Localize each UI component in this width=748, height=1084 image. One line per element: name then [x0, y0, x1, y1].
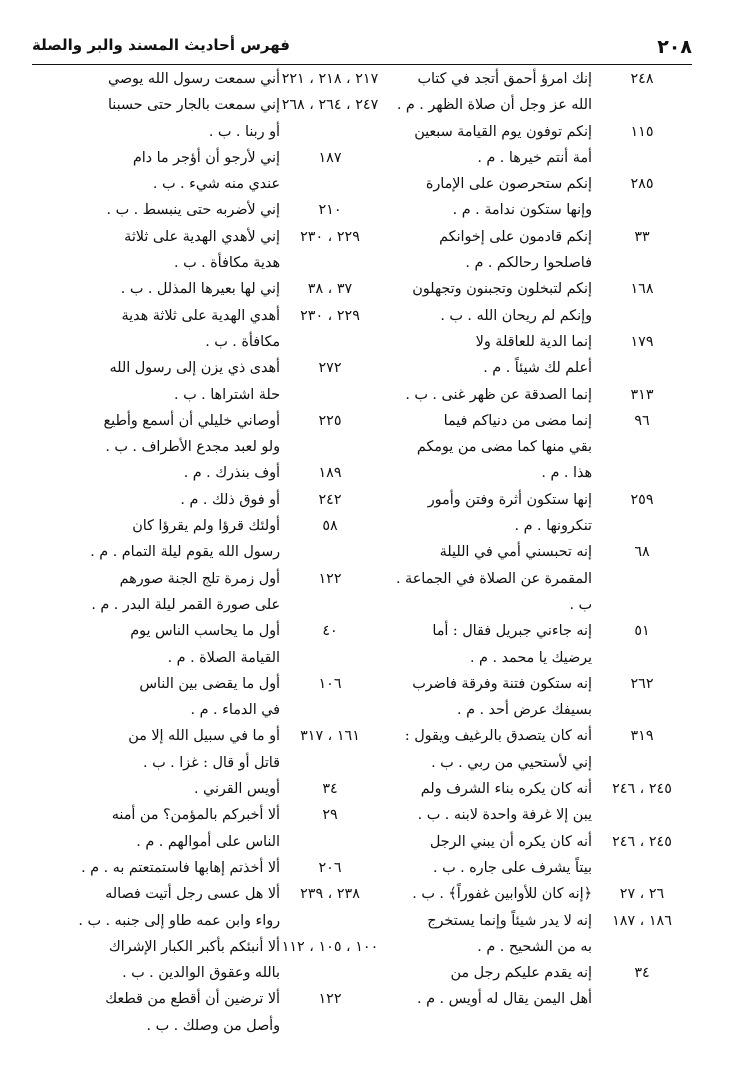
hadith-text-line: فاصلحوا رحالكم . م .: [465, 255, 592, 272]
hadith-text: [360, 382, 592, 408]
hadith-text-line: إني لأهدي الهدية على ثلاثة: [124, 228, 280, 245]
hadith-text-line: إنما مضى من دنياكم فيما: [443, 412, 592, 429]
hadith-text-line: إني لأرجو أن أؤجر ما دام: [132, 149, 280, 166]
hadith-text: [360, 908, 592, 961]
hadith-number: ٢٣٨ ، ٢٣٩: [300, 886, 360, 903]
hadith-text-line: إني سمعت بالجار حتى حسبنا: [107, 97, 280, 114]
hadith-number: ٢٤٨: [630, 71, 654, 87]
hadith-text-line: أهدي الهدية على ثلاثة هدية: [121, 307, 280, 324]
hadith-text-line: إنها ستكون أثرة وفتن وأمور: [427, 491, 592, 508]
hadith-text: [48, 986, 280, 1039]
hadith-text: [360, 224, 592, 277]
index-entry: [360, 723, 692, 776]
index-entry: [48, 197, 380, 223]
index-entry: [48, 408, 380, 461]
hadith-text-line: أو ربنا . ب .: [208, 123, 280, 140]
hadith-number: ٦٨: [634, 544, 650, 561]
index-entry: [360, 539, 692, 618]
index-entry: [360, 776, 692, 829]
hadith-number: ١٢٢: [318, 570, 342, 587]
hadith-text-line: إنكم توفون يوم القيامة سبعين: [414, 123, 592, 140]
index-entry: [48, 566, 380, 619]
hadith-number: ٢٤٧ ، ٢٦٤ ، ٢٦٨: [281, 97, 379, 114]
index-entry: [360, 618, 692, 671]
hadith-text-line: أو فوق ذلك . م .: [180, 491, 280, 508]
page-number: ٢٠٨: [657, 36, 692, 58]
hadith-text-line: القيامة الصلاة . م .: [167, 649, 280, 666]
hadith-number: ٢٩: [322, 807, 338, 824]
hadith-text-line: قاتل أو قال : غزا . ب .: [143, 754, 280, 771]
index-entry: [360, 829, 692, 882]
hadith-number: ١٠٠ ، ١٠٥ ، ١١٢: [281, 938, 379, 955]
hadith-number: ٣٣: [634, 228, 650, 245]
hadith-number: ٤٠: [322, 623, 338, 640]
hadith-text: [48, 224, 280, 277]
hadith-text-line: أول ما يحاسب الناس يوم: [130, 623, 280, 640]
hadith-number: ١٦٨: [630, 281, 654, 298]
hadith-text-line: مكافأة . ب .: [205, 333, 280, 350]
right-column-index: [360, 66, 692, 1066]
index-entry: [360, 276, 692, 329]
index-entry: [48, 513, 380, 566]
hadith-text-line: هذا . م .: [541, 465, 592, 482]
hadith-text-line: أنه كان يكره أن يبني الرجل: [429, 833, 592, 850]
hadith-text: [360, 487, 592, 540]
hadith-text: [360, 66, 592, 119]
hadith-number: ٢٠٦: [318, 859, 342, 876]
hadith-text: [360, 171, 592, 224]
hadith-text-line: عندي منه شيء . ب .: [152, 176, 280, 193]
index-entry: [48, 802, 380, 855]
hadith-text-line: وإنكم لم ريحان الله . ب .: [440, 307, 592, 324]
hadith-text-line: إنه يقدم عليكم رجل من: [450, 965, 592, 982]
hadith-number: ٢٢٩ ، ٢٣٠: [300, 307, 360, 324]
hadith-text-line: ولو لعبد مجدع الأطراف . ب .: [105, 439, 280, 456]
hadith-text: [48, 303, 280, 356]
index-entry: [48, 776, 380, 802]
hadith-number: ١٠٦: [318, 675, 342, 692]
index-entry: [360, 119, 692, 172]
hadith-text: [48, 618, 280, 671]
hadith-text-line: حلة اشتراها . ب .: [174, 386, 280, 403]
hadith-text: [48, 92, 280, 145]
index-entry: [360, 224, 692, 277]
hadith-text: [360, 881, 592, 907]
hadith-number: ٢٥٩: [630, 491, 654, 508]
hadith-text-line: ﴿إنه كان للأوابين غفوراً﴾ . ب .: [412, 886, 592, 903]
hadith-text: [360, 119, 592, 172]
hadith-text: [360, 829, 592, 882]
hadith-text-line: إنكم لتبخلون وتجبنون وتجهلون: [412, 281, 592, 298]
hadith-number: ٣١٣: [630, 386, 654, 403]
index-entry: [48, 145, 380, 198]
hadith-text: [48, 487, 280, 513]
hadith-text-line: أوف بنذرك . م .: [183, 465, 280, 482]
hadith-text-line: أوصاني خليلي أن أسمع وأطيع: [103, 412, 280, 429]
hadith-text-line: ألا هل عسى رجل أتيت فصاله: [105, 886, 280, 903]
hadith-text-line: أهدى ذي يزن إلى رسول الله: [109, 360, 280, 377]
hadith-text-line: إنما الدية للعاقلة ولا: [475, 333, 592, 350]
hadith-text: [48, 776, 280, 802]
index-entry: [48, 723, 380, 776]
hadith-text: [48, 723, 280, 776]
hadith-text: [48, 671, 280, 724]
hadith-text-line: أهل اليمن يقال له أويس . م .: [417, 991, 592, 1008]
hadith-text: [48, 197, 280, 223]
hadith-text-line: ألا ترضين أن أقطع من قطعك: [105, 991, 280, 1008]
index-entry: [48, 355, 380, 408]
hadith-text-line: هدية مكافأة . ب .: [173, 255, 280, 272]
hadith-number: ١٨٩: [318, 465, 342, 482]
index-entry: [48, 303, 380, 356]
index-entry: [360, 960, 692, 1013]
hadith-text: [360, 671, 592, 724]
hadith-text-line: أنه كان يكره بناء الشرف ولم: [420, 781, 592, 798]
left-column-index: [48, 66, 380, 1066]
hadith-number: ٢٨٥: [630, 176, 654, 193]
hadith-text: [360, 276, 592, 329]
index-entry: [360, 382, 692, 408]
hadith-text-line: إنه جاءني جبريل فقال : أما: [432, 623, 592, 640]
hadith-text: [360, 539, 592, 618]
index-entry: [48, 855, 380, 881]
hadith-text: [360, 618, 592, 671]
hadith-number: ٣١٩: [630, 728, 654, 745]
hadith-text-line: في الدماء . م .: [190, 702, 280, 719]
index-entry: [360, 881, 692, 907]
index-entry: [360, 66, 692, 119]
hadith-text-line: يرضيك يا محمد . م .: [469, 649, 592, 666]
hadith-text-line: بالله وعقوق الوالدين . ب .: [122, 965, 280, 982]
hadith-text: [48, 855, 280, 881]
hadith-text: [360, 723, 592, 776]
index-entry: [48, 276, 380, 302]
index-entry: [48, 460, 380, 486]
hadith-text-line: بسيفك عرض أحد . م .: [456, 702, 592, 719]
hadith-text: [360, 960, 592, 1013]
index-entry: [360, 908, 692, 961]
hadith-text: [48, 66, 280, 92]
page-header: [32, 34, 692, 65]
hadith-text-line: أول ما يقضى بين الناس: [139, 675, 280, 692]
hadith-text-line: إنه لا يدر شيئاً وإنما يستخرج: [427, 912, 592, 929]
hadith-text-line: أني سمعت رسول الله يوصي: [107, 71, 280, 87]
hadith-number: ١١٥: [630, 123, 654, 140]
hadith-text-line: إنما الصدقة عن ظهر غنى . ب .: [405, 386, 592, 403]
index-entry: [48, 881, 380, 934]
index-entry: [48, 618, 380, 671]
hadith-number: ٢٦٢: [630, 675, 654, 692]
hadith-text-line: إنكم ستحرصون على الإمارة: [425, 176, 592, 193]
index-entry: [48, 986, 380, 1039]
hadith-text: [48, 355, 280, 408]
hadith-text: [48, 566, 280, 619]
hadith-text: [48, 145, 280, 198]
hadith-text-line: إنه ستكون فتنة وفرقة فاضرب: [412, 675, 592, 692]
hadith-text-line: إني لها بعيرها المذلل . ب .: [120, 281, 280, 298]
hadith-text-line: إنكم قادمون على إخوانكم: [439, 228, 592, 245]
hadith-text: [48, 460, 280, 486]
hadith-text-line: بقي منها كما مضى من يومكم: [416, 439, 592, 456]
hadith-text-line: ب .: [569, 596, 592, 613]
hadith-number: ٥١: [634, 623, 650, 640]
hadith-text-line: أولئك قرؤا ولم يقرؤا كان: [132, 518, 280, 535]
hadith-text-line: إني لأستحيي من ربي . ب .: [431, 754, 592, 771]
hadith-text-line: وأصل من وصلك . ب .: [146, 1017, 280, 1034]
index-entry: [48, 671, 380, 724]
hadith-number: ٣٤: [322, 781, 338, 798]
hadith-number: ٢٤٥ ، ٢٤٦: [612, 781, 672, 798]
hadith-text-line: أول زمرة تلج الجنة صورهم: [119, 570, 280, 587]
hadith-text-line: المقمرة عن الصلاة في الجماعة .: [395, 570, 592, 587]
hadith-text-line: إني لأضربه حتى ينبسط . ب .: [106, 202, 280, 219]
hadith-number: ١٨٦ ، ١٨٧: [612, 912, 672, 929]
hadith-text: [48, 276, 280, 302]
hadith-text: [48, 802, 280, 855]
index-entry: [48, 224, 380, 277]
index-entry: [48, 487, 380, 513]
index-entry: [48, 934, 380, 987]
hadith-text-line: بيتاً يشرف على جاره . ب .: [433, 859, 592, 876]
hadith-text-line: الناس على أموالهم . م .: [136, 833, 280, 850]
hadith-text: [360, 776, 592, 829]
hadith-number: ٢١٠: [318, 202, 342, 219]
hadith-number: ١٦١ ، ٣١٧: [300, 728, 360, 745]
hadith-text: [360, 329, 592, 382]
hadith-number: ١٨٧: [318, 149, 342, 166]
hadith-number: ٥٨: [322, 518, 338, 535]
hadith-text-line: أعلم لك شيئاً . م .: [483, 360, 592, 377]
index-entry: [360, 171, 692, 224]
hadith-text-line: أويس القرني .: [193, 781, 280, 798]
hadith-text-line: تنكرونها . م .: [514, 518, 592, 535]
hadith-text-line: وإنها ستكون ندامة . م .: [452, 202, 592, 219]
hadith-text-line: رسول الله يقوم ليلة التمام . م .: [90, 544, 280, 561]
hadith-text-line: ألا أخذتم إهابها فاستمتعتم به . م .: [81, 859, 280, 876]
hadith-text-line: إنه تحبسني أمي في الليلة: [439, 544, 592, 561]
index-entry: [360, 487, 692, 540]
index-entry: [360, 408, 692, 487]
hadith-text: [48, 408, 280, 461]
hadith-number: ٩٦: [634, 412, 650, 429]
hadith-number: ١٢٢: [318, 991, 342, 1008]
running-title: فهرس أحاديث المسند والبر والصلة: [32, 36, 296, 54]
hadith-text-line: به من الشحيح . م .: [477, 938, 592, 955]
hadith-text-line: أو ما في سبيل الله إلا من: [128, 728, 280, 745]
hadith-text-line: ألا أخبركم بالمؤمن؟ من أمنه: [111, 807, 280, 824]
index-entry: [48, 66, 380, 92]
hadith-text: [48, 881, 280, 934]
hadith-number: ٢٦ ، ٢٧: [619, 886, 665, 903]
hadith-number: ٢٢٩ ، ٢٣٠: [300, 228, 360, 245]
hadith-text: [360, 408, 592, 487]
hadith-number: ١٧٩: [630, 333, 654, 350]
hadith-text-line: على صورة القمر ليلة البدر . م .: [91, 596, 280, 613]
hadith-number: ٣٧ ، ٣٨: [307, 281, 353, 298]
hadith-text-line: الله عز وجل أن صلاة الظهر . م .: [396, 97, 592, 114]
hadith-number: ٢٤٢: [318, 491, 342, 508]
hadith-number: ٣٤: [634, 965, 650, 982]
index-entry: [360, 329, 692, 382]
hadith-text-line: إنك امرؤ أحمق أتجد في كتاب: [417, 71, 592, 87]
hadith-number: ٢٢٥: [318, 412, 342, 429]
hadith-number: ٢٤٥ ، ٢٤٦: [612, 833, 672, 850]
hadith-text: [48, 513, 280, 566]
index-entry: [360, 671, 692, 724]
hadith-text-line: يبن إلا غرفة واحدة لابنه . ب .: [417, 807, 592, 824]
hadith-number: ٢٧٢: [318, 360, 342, 377]
hadith-text-line: رواء وابن عمه طاو إلى جنبه . ب .: [78, 912, 280, 929]
hadith-text: [48, 934, 280, 987]
index-entry: [48, 92, 380, 145]
hadith-number: ٢١٧ ، ٢١٨ ، ٢٢١: [281, 71, 379, 87]
hadith-text-line: ألا أنبئكم بأكبر الكبار الإشراك: [108, 938, 280, 955]
hadith-text-line: أمة أنتم خيرها . م .: [477, 149, 592, 166]
hadith-text-line: أنه كان يتصدق بالرغيف ويقول :: [404, 728, 592, 745]
